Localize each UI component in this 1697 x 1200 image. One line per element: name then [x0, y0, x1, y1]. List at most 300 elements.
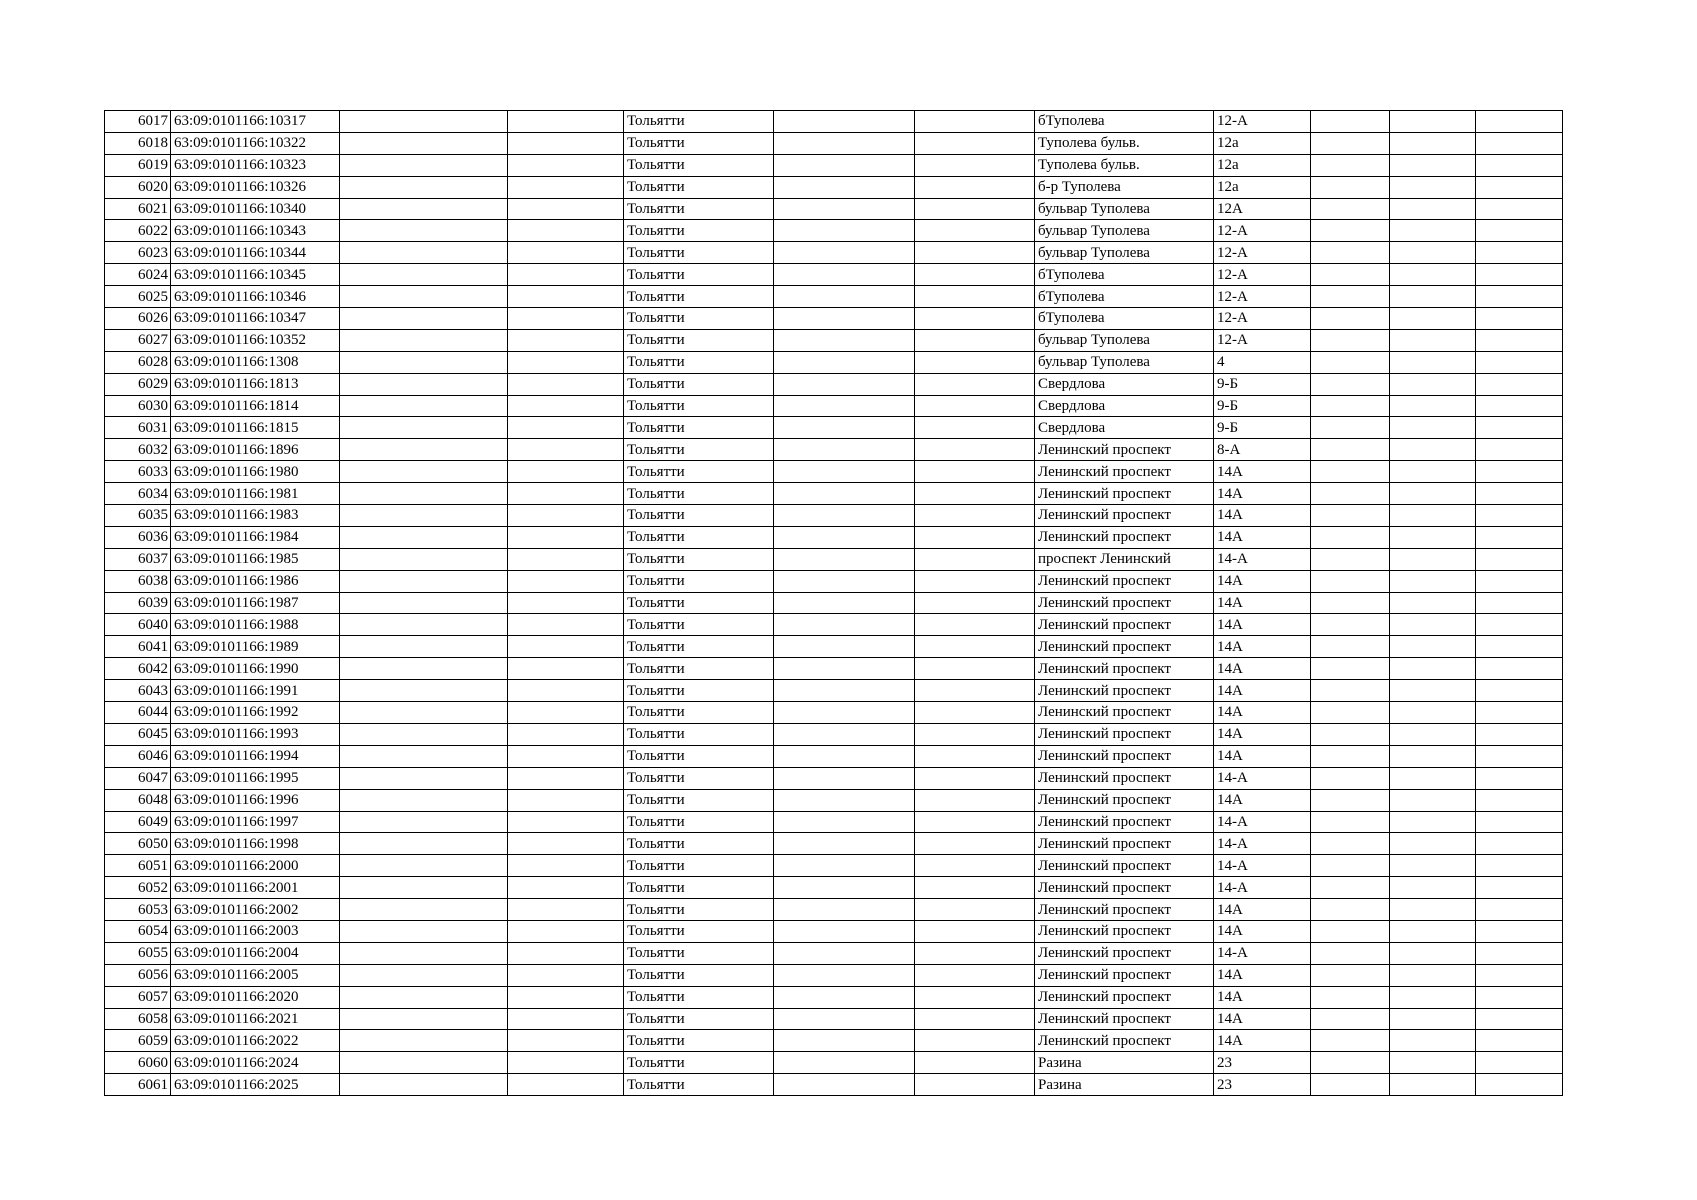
- empty-cell: [774, 680, 915, 702]
- row-number-cell: 6043: [105, 680, 171, 702]
- cadastral-number-cell: 63:09:0101166:1989: [171, 636, 340, 658]
- empty-cell: [1311, 833, 1390, 855]
- row-number-cell: 6059: [105, 1030, 171, 1052]
- empty-cell: [915, 132, 1035, 154]
- street-cell: б-р Туполева: [1035, 176, 1214, 198]
- empty-cell: [915, 198, 1035, 220]
- street-cell: Ленинский проспект: [1035, 986, 1214, 1008]
- empty-cell: [915, 986, 1035, 1008]
- empty-cell: [340, 132, 508, 154]
- empty-cell: [508, 1008, 624, 1030]
- house-number-cell: 12-А: [1214, 220, 1311, 242]
- empty-cell: [340, 723, 508, 745]
- city-cell: Тольятти: [624, 964, 774, 986]
- house-number-cell: 14А: [1214, 899, 1311, 921]
- empty-cell: [1311, 329, 1390, 351]
- empty-cell: [915, 505, 1035, 527]
- table-row: [105, 351, 1563, 373]
- empty-cell: [1390, 1074, 1476, 1096]
- empty-cell: [915, 964, 1035, 986]
- empty-cell: [774, 877, 915, 899]
- street-cell: бульвар Туполева: [1035, 242, 1214, 264]
- street-cell: Ленинский проспект: [1035, 658, 1214, 680]
- empty-cell: [1390, 526, 1476, 548]
- cadastral-number-cell: 63:09:0101166:10345: [171, 264, 340, 286]
- empty-cell: [508, 176, 624, 198]
- row-number-cell: 6056: [105, 964, 171, 986]
- city-cell: Тольятти: [624, 745, 774, 767]
- cadastral-number-cell: 63:09:0101166:2000: [171, 855, 340, 877]
- empty-cell: [1476, 1052, 1563, 1074]
- street-cell: Ленинский проспект: [1035, 767, 1214, 789]
- empty-cell: [1311, 176, 1390, 198]
- empty-cell: [1390, 636, 1476, 658]
- empty-cell: [915, 877, 1035, 899]
- cadastral-number-cell: 63:09:0101166:1815: [171, 417, 340, 439]
- empty-cell: [1311, 132, 1390, 154]
- empty-cell: [1311, 964, 1390, 986]
- empty-cell: [774, 308, 915, 330]
- city-cell: Тольятти: [624, 176, 774, 198]
- empty-cell: [915, 592, 1035, 614]
- table-row: [105, 526, 1563, 548]
- empty-cell: [1311, 1030, 1390, 1052]
- cadastral-number-cell: 63:09:0101166:1985: [171, 548, 340, 570]
- house-number-cell: 12-А: [1214, 286, 1311, 308]
- empty-cell: [1476, 1008, 1563, 1030]
- empty-cell: [1476, 154, 1563, 176]
- street-cell: Туполева бульв.: [1035, 154, 1214, 176]
- table-row: [105, 198, 1563, 220]
- row-number-cell: 6057: [105, 986, 171, 1008]
- city-cell: Тольятти: [624, 132, 774, 154]
- row-number-cell: 6061: [105, 1074, 171, 1096]
- empty-cell: [915, 811, 1035, 833]
- empty-cell: [1390, 461, 1476, 483]
- empty-cell: [774, 351, 915, 373]
- house-number-cell: 14А: [1214, 614, 1311, 636]
- empty-cell: [1390, 329, 1476, 351]
- empty-cell: [1390, 264, 1476, 286]
- row-number-cell: 6022: [105, 220, 171, 242]
- cadastral-number-cell: 63:09:0101166:1308: [171, 351, 340, 373]
- city-cell: Тольятти: [624, 899, 774, 921]
- street-cell: Ленинский проспект: [1035, 723, 1214, 745]
- street-cell: Ленинский проспект: [1035, 942, 1214, 964]
- empty-cell: [1476, 198, 1563, 220]
- empty-cell: [915, 548, 1035, 570]
- empty-cell: [1476, 439, 1563, 461]
- empty-cell: [915, 723, 1035, 745]
- empty-cell: [508, 877, 624, 899]
- empty-cell: [1476, 351, 1563, 373]
- empty-cell: [1476, 964, 1563, 986]
- city-cell: Тольятти: [624, 526, 774, 548]
- empty-cell: [774, 942, 915, 964]
- table-row: [105, 1052, 1563, 1074]
- empty-cell: [1311, 351, 1390, 373]
- empty-cell: [340, 767, 508, 789]
- empty-cell: [508, 658, 624, 680]
- empty-cell: [1476, 636, 1563, 658]
- house-number-cell: 8-А: [1214, 439, 1311, 461]
- street-cell: бТуполева: [1035, 286, 1214, 308]
- empty-cell: [340, 811, 508, 833]
- empty-cell: [340, 198, 508, 220]
- house-number-cell: 23: [1214, 1052, 1311, 1074]
- empty-cell: [774, 395, 915, 417]
- table-row: [105, 986, 1563, 1008]
- row-number-cell: 6023: [105, 242, 171, 264]
- house-number-cell: 14А: [1214, 723, 1311, 745]
- empty-cell: [774, 920, 915, 942]
- city-cell: Тольятти: [624, 439, 774, 461]
- house-number-cell: 4: [1214, 351, 1311, 373]
- empty-cell: [774, 111, 915, 133]
- empty-cell: [508, 614, 624, 636]
- house-number-cell: 12-А: [1214, 264, 1311, 286]
- empty-cell: [508, 767, 624, 789]
- house-number-cell: 14А: [1214, 570, 1311, 592]
- table-row: [105, 548, 1563, 570]
- row-number-cell: 6040: [105, 614, 171, 636]
- empty-cell: [340, 461, 508, 483]
- empty-cell: [340, 745, 508, 767]
- empty-cell: [774, 702, 915, 724]
- empty-cell: [774, 286, 915, 308]
- street-cell: Свердлова: [1035, 395, 1214, 417]
- cadastral-number-cell: 63:09:0101166:10340: [171, 198, 340, 220]
- empty-cell: [508, 964, 624, 986]
- city-cell: Тольятти: [624, 767, 774, 789]
- empty-cell: [1476, 505, 1563, 527]
- empty-cell: [508, 417, 624, 439]
- empty-cell: [1476, 658, 1563, 680]
- empty-cell: [1476, 723, 1563, 745]
- house-number-cell: 14А: [1214, 505, 1311, 527]
- city-cell: Тольятти: [624, 658, 774, 680]
- empty-cell: [1311, 986, 1390, 1008]
- cadastral-number-cell: 63:09:0101166:10323: [171, 154, 340, 176]
- house-number-cell: 12а: [1214, 176, 1311, 198]
- table-row: [105, 942, 1563, 964]
- empty-cell: [1390, 483, 1476, 505]
- empty-cell: [1390, 767, 1476, 789]
- house-number-cell: 9-Б: [1214, 395, 1311, 417]
- table-row: [105, 592, 1563, 614]
- empty-cell: [340, 395, 508, 417]
- cadastral-number-cell: 63:09:0101166:1987: [171, 592, 340, 614]
- street-cell: бТуполева: [1035, 308, 1214, 330]
- empty-cell: [340, 920, 508, 942]
- empty-cell: [340, 680, 508, 702]
- empty-cell: [1390, 745, 1476, 767]
- empty-cell: [1476, 877, 1563, 899]
- table-row: [105, 811, 1563, 833]
- empty-cell: [1390, 986, 1476, 1008]
- table-row: [105, 658, 1563, 680]
- row-number-cell: 6028: [105, 351, 171, 373]
- empty-cell: [1390, 1030, 1476, 1052]
- empty-cell: [1390, 286, 1476, 308]
- table-row: [105, 570, 1563, 592]
- house-number-cell: 14А: [1214, 658, 1311, 680]
- cadastral-number-cell: 63:09:0101166:2021: [171, 1008, 340, 1030]
- street-cell: бульвар Туполева: [1035, 351, 1214, 373]
- table-row: [105, 395, 1563, 417]
- table-row: [105, 855, 1563, 877]
- empty-cell: [340, 636, 508, 658]
- empty-cell: [508, 1052, 624, 1074]
- empty-cell: [774, 855, 915, 877]
- empty-cell: [340, 570, 508, 592]
- empty-cell: [1390, 614, 1476, 636]
- row-number-cell: 6047: [105, 767, 171, 789]
- table-row: [105, 417, 1563, 439]
- empty-cell: [1311, 789, 1390, 811]
- empty-cell: [508, 986, 624, 1008]
- city-cell: Тольятти: [624, 286, 774, 308]
- empty-cell: [340, 614, 508, 636]
- empty-cell: [774, 417, 915, 439]
- empty-cell: [1311, 242, 1390, 264]
- house-number-cell: 12А: [1214, 198, 1311, 220]
- empty-cell: [1390, 351, 1476, 373]
- empty-cell: [1476, 220, 1563, 242]
- empty-cell: [1476, 833, 1563, 855]
- city-cell: Тольятти: [624, 702, 774, 724]
- row-number-cell: 6050: [105, 833, 171, 855]
- row-number-cell: 6034: [105, 483, 171, 505]
- empty-cell: [1311, 373, 1390, 395]
- empty-cell: [915, 461, 1035, 483]
- cadastral-number-cell: 63:09:0101166:2002: [171, 899, 340, 921]
- empty-cell: [1390, 833, 1476, 855]
- table-row: [105, 833, 1563, 855]
- row-number-cell: 6041: [105, 636, 171, 658]
- city-cell: Тольятти: [624, 242, 774, 264]
- empty-cell: [1390, 877, 1476, 899]
- empty-cell: [774, 767, 915, 789]
- empty-cell: [774, 899, 915, 921]
- row-number-cell: 6021: [105, 198, 171, 220]
- empty-cell: [340, 220, 508, 242]
- empty-cell: [774, 154, 915, 176]
- empty-cell: [340, 505, 508, 527]
- empty-cell: [1311, 570, 1390, 592]
- empty-cell: [340, 964, 508, 986]
- row-number-cell: 6029: [105, 373, 171, 395]
- table-row: [105, 899, 1563, 921]
- empty-cell: [1390, 176, 1476, 198]
- empty-cell: [915, 636, 1035, 658]
- empty-cell: [1311, 461, 1390, 483]
- empty-cell: [1311, 680, 1390, 702]
- empty-cell: [340, 833, 508, 855]
- street-cell: Ленинский проспект: [1035, 964, 1214, 986]
- empty-cell: [340, 308, 508, 330]
- cadastral-number-cell: 63:09:0101166:1992: [171, 702, 340, 724]
- empty-cell: [774, 789, 915, 811]
- empty-cell: [1311, 702, 1390, 724]
- empty-cell: [1390, 920, 1476, 942]
- house-number-cell: 14А: [1214, 680, 1311, 702]
- empty-cell: [774, 1030, 915, 1052]
- cadastral-number-cell: 63:09:0101166:10317: [171, 111, 340, 133]
- cadastral-number-cell: 63:09:0101166:1991: [171, 680, 340, 702]
- table-row: [105, 920, 1563, 942]
- row-number-cell: 6052: [105, 877, 171, 899]
- row-number-cell: 6027: [105, 329, 171, 351]
- row-number-cell: 6046: [105, 745, 171, 767]
- empty-cell: [774, 833, 915, 855]
- empty-cell: [915, 242, 1035, 264]
- cadastral-number-cell: 63:09:0101166:1997: [171, 811, 340, 833]
- empty-cell: [915, 614, 1035, 636]
- street-cell: Свердлова: [1035, 417, 1214, 439]
- empty-cell: [1476, 899, 1563, 921]
- empty-cell: [1476, 745, 1563, 767]
- empty-cell: [1476, 264, 1563, 286]
- cadastral-number-cell: 63:09:0101166:2022: [171, 1030, 340, 1052]
- empty-cell: [915, 745, 1035, 767]
- empty-cell: [1390, 855, 1476, 877]
- empty-cell: [915, 942, 1035, 964]
- empty-cell: [508, 373, 624, 395]
- empty-cell: [1311, 395, 1390, 417]
- empty-cell: [1390, 373, 1476, 395]
- table-row: [105, 964, 1563, 986]
- empty-cell: [340, 242, 508, 264]
- empty-cell: [1390, 395, 1476, 417]
- city-cell: Тольятти: [624, 373, 774, 395]
- street-cell: Ленинский проспект: [1035, 789, 1214, 811]
- house-number-cell: 12-А: [1214, 242, 1311, 264]
- empty-cell: [1390, 417, 1476, 439]
- empty-cell: [340, 899, 508, 921]
- empty-cell: [1311, 745, 1390, 767]
- empty-cell: [915, 329, 1035, 351]
- empty-cell: [1390, 132, 1476, 154]
- empty-cell: [1476, 614, 1563, 636]
- empty-cell: [1390, 789, 1476, 811]
- city-cell: Тольятти: [624, 855, 774, 877]
- empty-cell: [1311, 614, 1390, 636]
- empty-cell: [774, 220, 915, 242]
- empty-cell: [774, 1074, 915, 1096]
- street-cell: Ленинский проспект: [1035, 614, 1214, 636]
- empty-cell: [1390, 1052, 1476, 1074]
- empty-cell: [508, 855, 624, 877]
- city-cell: Тольятти: [624, 154, 774, 176]
- empty-cell: [774, 636, 915, 658]
- house-number-cell: 23: [1214, 1074, 1311, 1096]
- street-cell: Ленинский проспект: [1035, 899, 1214, 921]
- empty-cell: [774, 964, 915, 986]
- house-number-cell: 14А: [1214, 636, 1311, 658]
- cadastral-number-cell: 63:09:0101166:10344: [171, 242, 340, 264]
- empty-cell: [1390, 154, 1476, 176]
- empty-cell: [508, 242, 624, 264]
- city-cell: Тольятти: [624, 1008, 774, 1030]
- cadastral-number-cell: 63:09:0101166:2003: [171, 920, 340, 942]
- city-cell: Тольятти: [624, 198, 774, 220]
- city-cell: Тольятти: [624, 308, 774, 330]
- cadastral-number-cell: 63:09:0101166:10352: [171, 329, 340, 351]
- house-number-cell: 9-Б: [1214, 373, 1311, 395]
- empty-cell: [1311, 308, 1390, 330]
- cadastral-number-cell: 63:09:0101166:1983: [171, 505, 340, 527]
- empty-cell: [774, 373, 915, 395]
- empty-cell: [340, 877, 508, 899]
- table-row: [105, 1074, 1563, 1096]
- empty-cell: [508, 899, 624, 921]
- empty-cell: [1476, 811, 1563, 833]
- city-cell: Тольятти: [624, 877, 774, 899]
- empty-cell: [508, 154, 624, 176]
- street-cell: Ленинский проспект: [1035, 526, 1214, 548]
- row-number-cell: 6019: [105, 154, 171, 176]
- empty-cell: [508, 942, 624, 964]
- cadastral-number-cell: 63:09:0101166:1981: [171, 483, 340, 505]
- empty-cell: [915, 176, 1035, 198]
- house-number-cell: 14А: [1214, 1008, 1311, 1030]
- empty-cell: [774, 176, 915, 198]
- cadastral-number-cell: 63:09:0101166:1986: [171, 570, 340, 592]
- empty-cell: [508, 198, 624, 220]
- empty-cell: [508, 308, 624, 330]
- house-number-cell: 14А: [1214, 920, 1311, 942]
- empty-cell: [1476, 526, 1563, 548]
- empty-cell: [1390, 592, 1476, 614]
- street-cell: Ленинский проспект: [1035, 680, 1214, 702]
- empty-cell: [1390, 942, 1476, 964]
- empty-cell: [508, 920, 624, 942]
- empty-cell: [1476, 789, 1563, 811]
- empty-cell: [1311, 526, 1390, 548]
- house-number-cell: 14-А: [1214, 942, 1311, 964]
- empty-cell: [915, 833, 1035, 855]
- row-number-cell: 6025: [105, 286, 171, 308]
- cadastral-number-cell: 63:09:0101166:2004: [171, 942, 340, 964]
- city-cell: Тольятти: [624, 329, 774, 351]
- table-row: [105, 877, 1563, 899]
- empty-cell: [508, 439, 624, 461]
- empty-cell: [774, 745, 915, 767]
- empty-cell: [508, 351, 624, 373]
- table-row: [105, 111, 1563, 133]
- empty-cell: [508, 111, 624, 133]
- street-cell: Ленинский проспект: [1035, 483, 1214, 505]
- empty-cell: [915, 1008, 1035, 1030]
- table-row: [105, 680, 1563, 702]
- house-number-cell: 14А: [1214, 483, 1311, 505]
- empty-cell: [1311, 767, 1390, 789]
- table-row: [105, 745, 1563, 767]
- cadastral-number-cell: 63:09:0101166:2020: [171, 986, 340, 1008]
- empty-cell: [1390, 723, 1476, 745]
- house-number-cell: 12а: [1214, 132, 1311, 154]
- empty-cell: [1390, 548, 1476, 570]
- street-cell: Ленинский проспект: [1035, 592, 1214, 614]
- house-number-cell: 12-А: [1214, 111, 1311, 133]
- empty-cell: [508, 483, 624, 505]
- table-row: [105, 264, 1563, 286]
- street-cell: Свердлова: [1035, 373, 1214, 395]
- empty-cell: [1390, 811, 1476, 833]
- empty-cell: [508, 1030, 624, 1052]
- street-cell: Ленинский проспект: [1035, 833, 1214, 855]
